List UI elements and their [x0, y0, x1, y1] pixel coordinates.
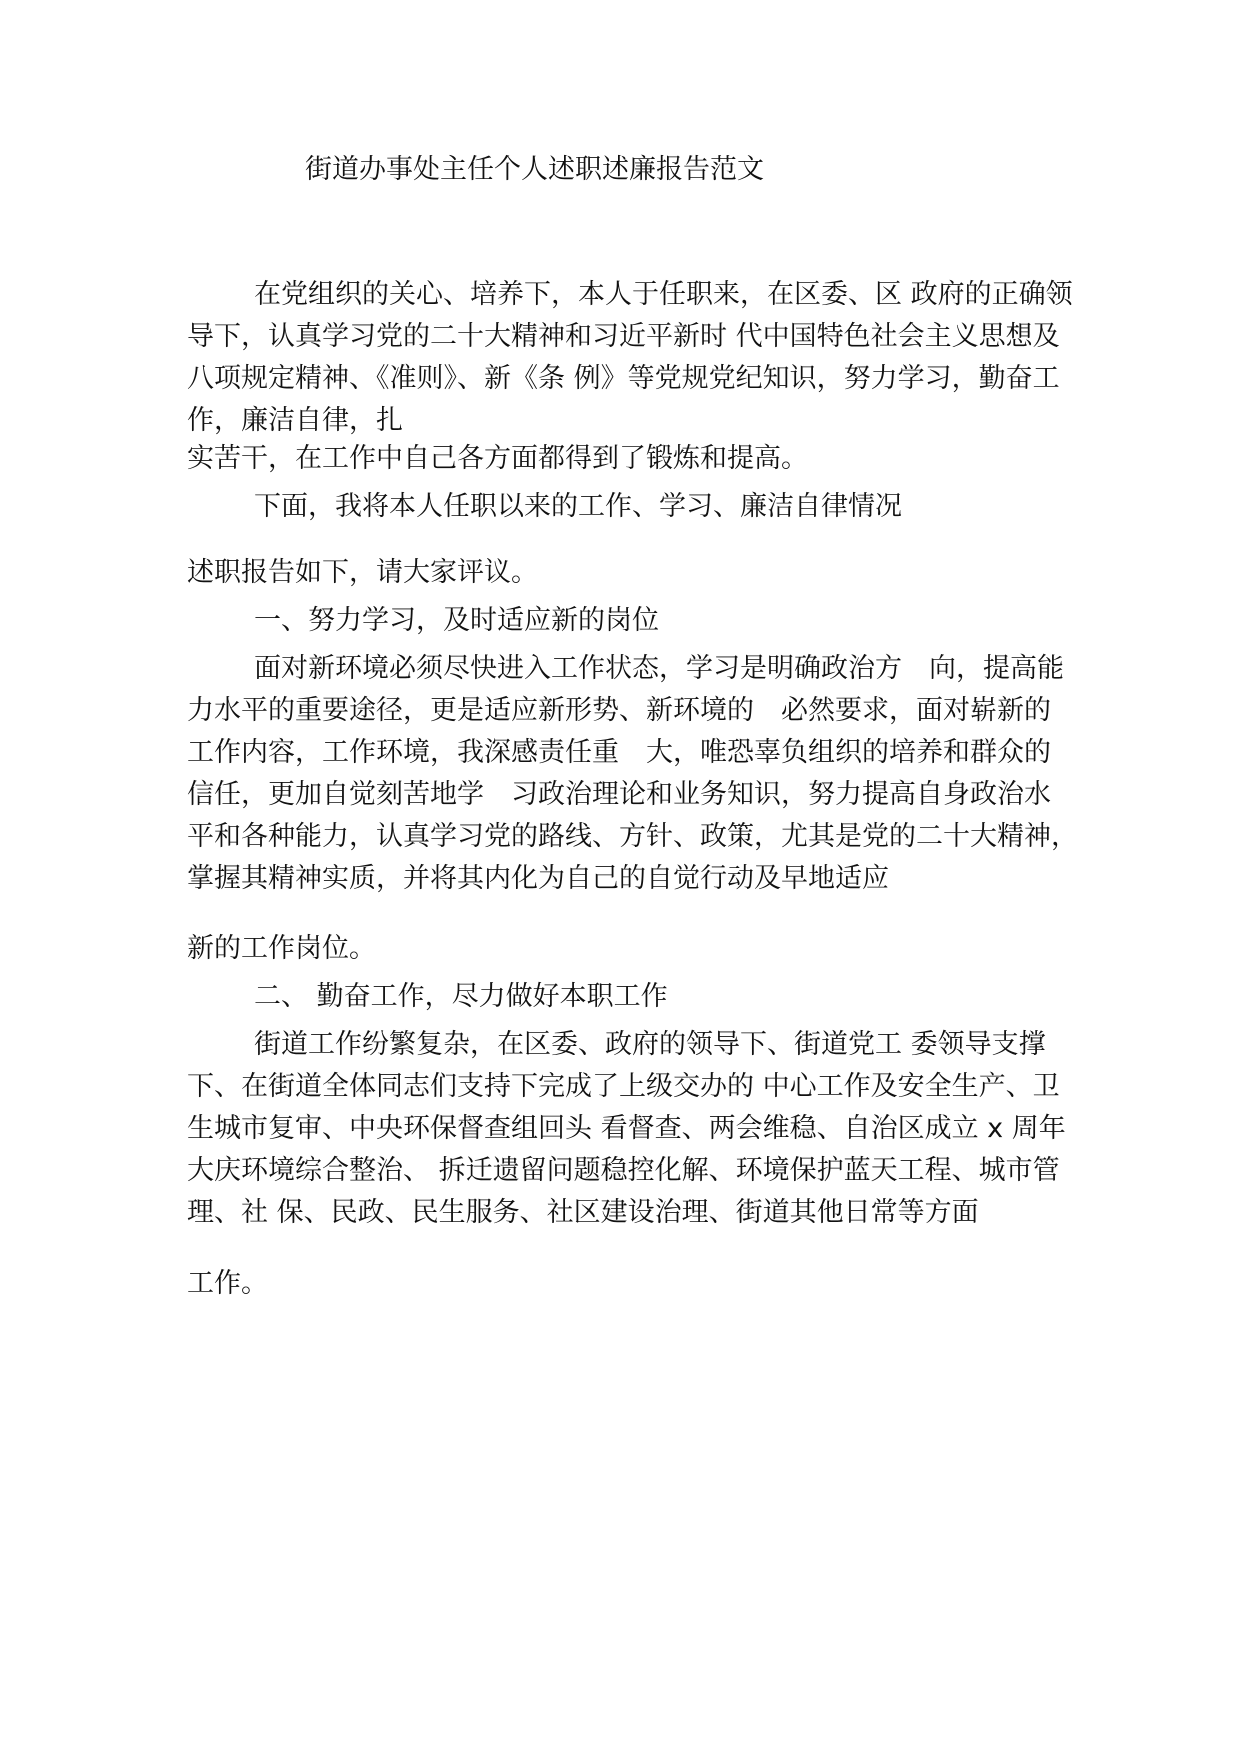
paragraph-intro-continued: 实苦干，在工作中自己各方面都得到了锻炼和提高。 — [187, 443, 808, 474]
section-heading-1: 一、努力学习，及时适应新的岗位 — [254, 605, 659, 636]
paragraph-outline-continued: 述职报告如下，请大家评议。 — [187, 557, 538, 588]
paragraph-section-1: 面对新环境必须尽快进入工作状态，学习是明确政治方 向，提高能力水平的重要途径，更是适应新形势、新环境的 必然要求，面对崭新的工作内容，工作环境，我深感责任重 大，唯恐辜负组织的培养和群众的信任，更加自觉刻苦地学 习政治理论和业务知识，努力提高自身政治水平和各种能力，认真学习党的路线、方针、政策，尤其是党的二十大精神， 掌握其精神实质，并将其内化为自己的自觉行动及早地适应 — [187, 653, 1092, 894]
paragraph-section-1-continued: 新的工作岗位。 — [187, 933, 376, 964]
paragraph-section-2: 街道工作纷繁复杂，在区委、政府的领导下、街道党工 委领导支撑下、在街道全体同志们支持下完成了上级交办的 中心工作及安全生产、卫生城市复审、中央环保督查组回头 看督查、两会维稳、自治区成立 x 周年大庆环境综合整治、 拆迁遗留问题稳控化解、环境保护蓝天工程、城市管理、社 保、民政、民生服务、社区建设治理、街道其他日常等方面 — [187, 1029, 1066, 1228]
paragraph-intro: 在党组织的关心、培养下，本人于任职来，在区委、区 政府的正确领导下，认真学习党的二十大精神和习近平新时 代中国特色社会主义思想及八项规定精神、《准则》、新《条 例》等党规党纪知识，努力学习，勤奋工作，廉洁自律，扎 — [187, 279, 1073, 436]
section-heading-2: 二、 勤奋工作，尽力做好本职工作 — [254, 981, 668, 1012]
document-title: 街道办事处主任个人述职述廉报告范文 — [305, 154, 764, 185]
paragraph-outline: 下面，我将本人任职以来的工作、学习、廉洁自律情况 — [254, 491, 902, 522]
paragraph-section-2-continued: 工作。 — [187, 1268, 268, 1299]
